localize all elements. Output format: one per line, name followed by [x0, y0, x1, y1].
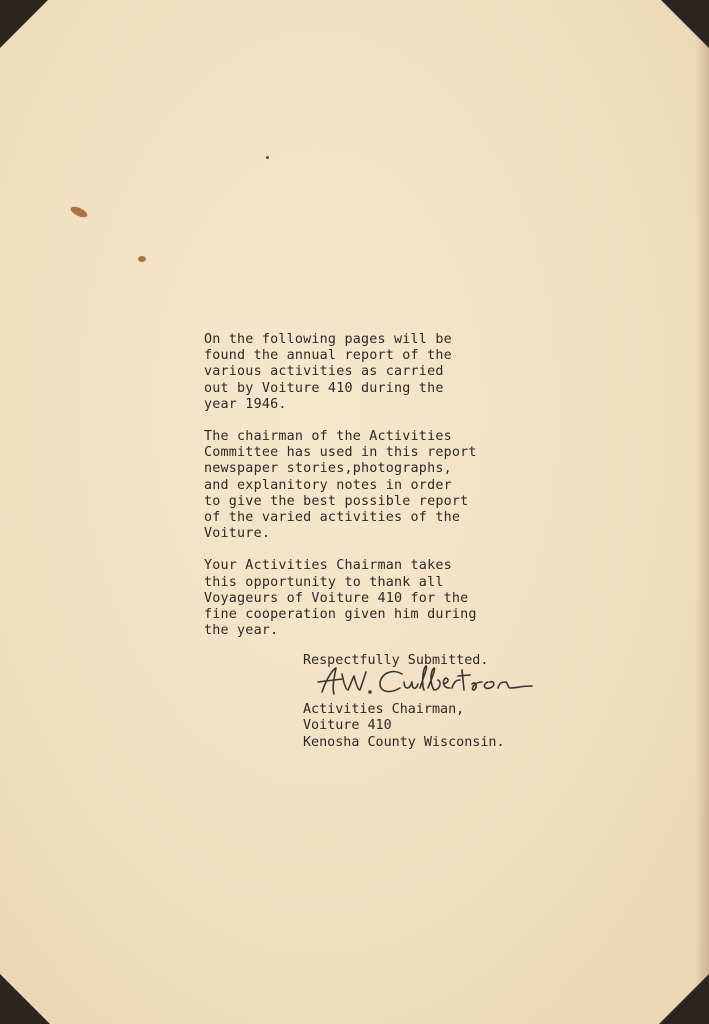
body-paragraph: The chairman of the Activities Committee has used in this report newspaper stories,photographs, and explanitory notes in order to give the best possible report of the varied activities of the Voiture.: [204, 429, 477, 542]
signatory-block: [303, 702, 505, 751]
paper-stain: [266, 156, 269, 159]
closing-line: Respectfully Submitted.: [303, 653, 489, 668]
photo-corner-top-left: [0, 0, 48, 48]
page-edge-shadow: [695, 0, 709, 1024]
paper-stain: [69, 205, 89, 220]
signatory-title: Activities Chairman,: [303, 702, 465, 717]
photo-corner-bottom-left: [0, 974, 50, 1024]
body-paragraph: Your Activities Chairman takes this opportunity to thank all Voyageurs of Voiture 410 for the fine cooperation given him during the year.: [204, 558, 477, 639]
signatory-location: Kenosha County Wisconsin.: [303, 734, 505, 750]
photo-corner-bottom-right: [659, 974, 709, 1024]
body-paragraph: On the following pages will be found the annual report of the various activities as carried out by Voiture 410 during the year 1946.: [204, 332, 452, 412]
typed-body: [204, 332, 564, 655]
photo-corner-top-right: [661, 0, 709, 48]
signatory-organization: Voiture 410: [303, 718, 392, 734]
handwritten-signature: [312, 660, 542, 704]
paper-stain: [138, 256, 146, 262]
